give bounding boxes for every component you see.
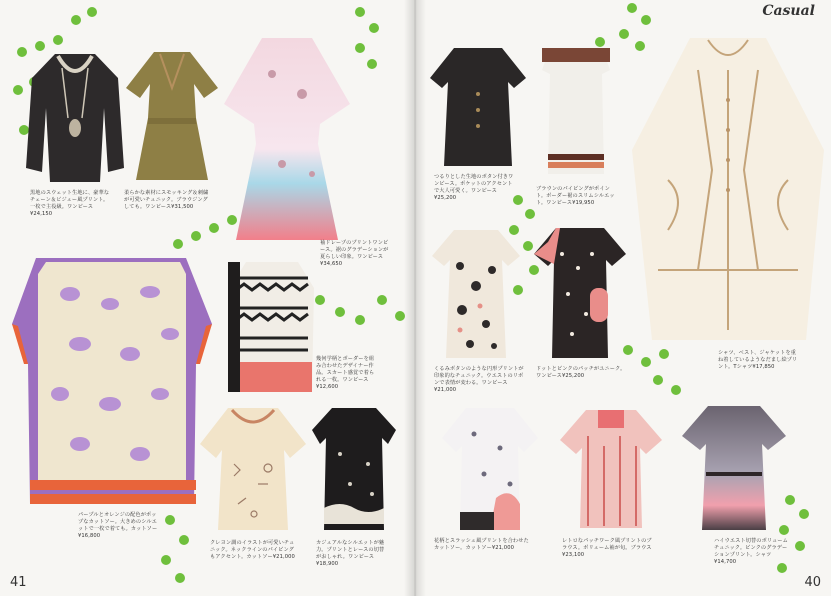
black-button-dress [428, 44, 528, 170]
purple-orange-print-top [10, 254, 214, 508]
pink-print-kaftan-dress [222, 34, 352, 244]
black-lace-trim-dress [310, 404, 398, 534]
trompe-loeil-shirt [628, 30, 828, 348]
item-caption: カジュアルなシルエットが魅力。プリントとレースの切替がおしゃれ。ワンピース¥18,900 [316, 540, 385, 567]
item-caption: つるりとした生地のボタン付きワンピース。ポケットのアクセントで大人可愛く。ワンピース¥25,200 [434, 174, 514, 201]
dot-pink-patch-dress [532, 224, 628, 362]
geometric-pattern-tunic [228, 258, 316, 394]
item-caption: ハイウエスト切替のボリュームチュニック。ピンクのグラデーションプリント。シャツ¥14,700 [714, 538, 788, 565]
page-gutter [404, 0, 426, 596]
item-caption: くるみボタンのような円形プリントが印象的なチュニック。ウエストのリボンで表情が変わる。ワンピース¥21,000 [434, 366, 524, 393]
item-caption: パープルとオレンジの配色がポップなカットソー。大きめのシルエットで一枚で着ても。カットソー¥16,800 [78, 512, 158, 539]
item-caption: ドットとピンクのパッチがユニーク。ワンピース¥25,200 [536, 366, 626, 379]
page-number-left: 41 [10, 575, 27, 590]
pink-gradient-tunic [680, 402, 788, 534]
item-caption: クレヨン調のイラストが可愛いチュニック。ネックラインのパイピングもアクセント。カットソー¥21,000 [210, 540, 295, 560]
white-striped-hem-dress [540, 44, 612, 178]
olive-smocked-tunic [124, 48, 220, 184]
left-page [0, 0, 414, 596]
circle-print-tunic [430, 226, 522, 362]
cream-illustration-tunic [198, 404, 308, 534]
item-caption: 袖ドレープのプリントワンピース。裾のグラデーションが夏らしい印象。ワンピース¥34,650 [320, 240, 389, 267]
black-chain-print-dress [20, 48, 130, 184]
retro-patchwork-blouse [558, 406, 664, 532]
item-caption: 幾何学柄とボーダーを組み合わせたデザイナー作品。スカート感覚で着られる一枚。ワンピース¥12,600 [316, 356, 375, 390]
item-caption: 花柄とスラッシュ風プリントを合わせたカットソー。カットソー¥21,000 [434, 538, 529, 551]
item-caption: 黒地のスウェット生地に、豪華なチェーン＆ビジュー風プリント。一枚で主役級。ワンピース¥24,150 [30, 190, 110, 217]
right-page [414, 0, 831, 596]
item-caption: 柔らかな素材にスモッキング＆刺繍が可愛いチュニック。ブラウジングしても。ワンピース¥31,500 [124, 190, 209, 210]
item-caption: ブラウンのパイピングがポイント。ボーダー裾のスリムシルエット。ワンピース¥19,950 [536, 186, 615, 206]
item-caption: レトロなパッチワーク風プリントのブラウス。ボリューム袖が旬。ブラウス¥23,100 [562, 538, 652, 558]
item-caption: シャツ、ベスト、ジャケットを重ね着しているようなだまし絵プリント。Tシャツ¥17,850 [718, 350, 798, 370]
floral-print-top [440, 404, 540, 534]
page-number-right: 40 [804, 575, 821, 590]
section-label: Casual [762, 3, 815, 19]
